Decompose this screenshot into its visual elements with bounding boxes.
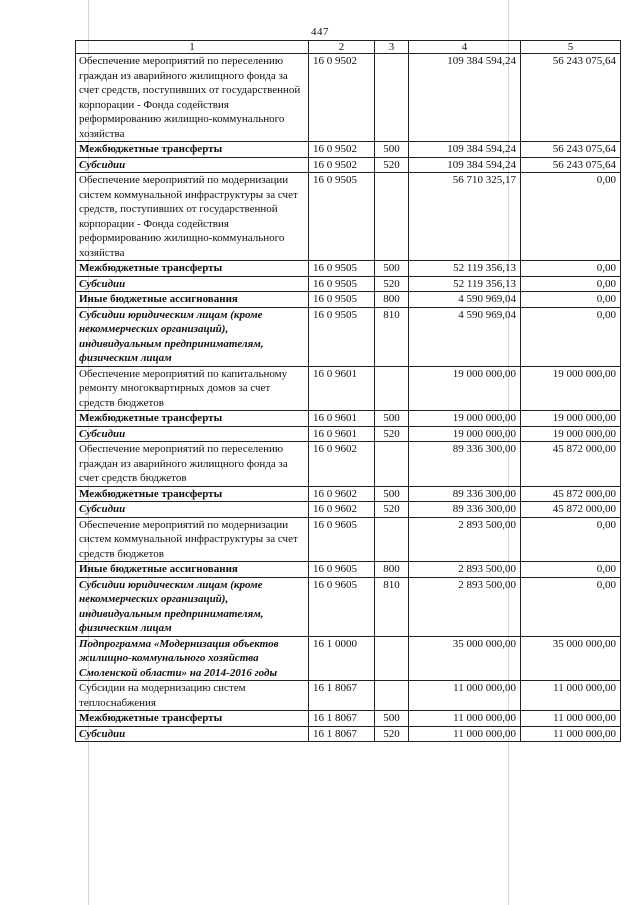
row-name: Подпрограмма «Модернизация объектов жилищно-коммунального хозяйства Смоленской области» на 2014-2016 годы [76, 636, 309, 681]
row-amount-2014: 89 336 300,00 [409, 486, 521, 502]
row-expense-type [375, 366, 409, 411]
row-target-code: 16 0 9602 [309, 442, 375, 487]
table-header-row [76, 41, 621, 54]
row-amount-2015: 11 000 000,00 [521, 711, 621, 727]
row-amount-2015: 0,00 [521, 562, 621, 578]
row-expense-type: 500 [375, 711, 409, 727]
row-target-code: 16 0 9502 [309, 54, 375, 142]
row-amount-2015: 45 872 000,00 [521, 486, 621, 502]
table-row [76, 681, 621, 711]
table-row [76, 142, 621, 158]
row-expense-type [375, 54, 409, 142]
row-amount-2014: 19 000 000,00 [409, 411, 521, 427]
row-amount-2014: 2 893 500,00 [409, 517, 521, 562]
row-target-code: 16 0 9605 [309, 517, 375, 562]
row-amount-2014: 109 384 594,24 [409, 142, 521, 158]
row-amount-2015: 0,00 [521, 276, 621, 292]
row-name: Субсидии [76, 276, 309, 292]
row-amount-2015: 56 243 075,64 [521, 142, 621, 158]
row-expense-type [375, 442, 409, 487]
row-amount-2015: 35 000 000,00 [521, 636, 621, 681]
row-expense-type: 500 [375, 411, 409, 427]
table-row [76, 426, 621, 442]
row-target-code: 16 0 9502 [309, 142, 375, 158]
row-amount-2014: 56 710 325,17 [409, 173, 521, 261]
table-row [76, 157, 621, 173]
row-name: Межбюджетные трансферты [76, 711, 309, 727]
row-name: Межбюджетные трансферты [76, 486, 309, 502]
row-expense-type [375, 636, 409, 681]
row-amount-2014: 109 384 594,24 [409, 157, 521, 173]
row-amount-2015: 11 000 000,00 [521, 726, 621, 742]
row-name: Субсидии [76, 426, 309, 442]
row-amount-2015: 45 872 000,00 [521, 502, 621, 518]
row-expense-type: 520 [375, 726, 409, 742]
row-amount-2014: 4 590 969,04 [409, 292, 521, 308]
row-amount-2015: 0,00 [521, 292, 621, 308]
row-amount-2014: 11 000 000,00 [409, 726, 521, 742]
table-row [76, 486, 621, 502]
row-target-code: 16 0 9505 [309, 261, 375, 277]
row-target-code: 16 0 9605 [309, 577, 375, 636]
row-amount-2015: 19 000 000,00 [521, 411, 621, 427]
row-target-code: 16 1 8067 [309, 711, 375, 727]
row-name: Обеспечение мероприятий по модернизации систем коммунальной инфраструктуры за счет средств бюджетов [76, 517, 309, 562]
table-row [76, 711, 621, 727]
row-name: Иные бюджетные ассигнования [76, 292, 309, 308]
header-col-3: 3 [375, 41, 409, 54]
table-row [76, 292, 621, 308]
row-amount-2015: 19 000 000,00 [521, 366, 621, 411]
table-row [76, 517, 621, 562]
row-amount-2014: 4 590 969,04 [409, 307, 521, 366]
row-name: Субсидии [76, 157, 309, 173]
row-amount-2015: 0,00 [521, 307, 621, 366]
table-row [76, 411, 621, 427]
header-col-5: 5 [521, 41, 621, 54]
row-expense-type: 520 [375, 276, 409, 292]
row-amount-2015: 0,00 [521, 517, 621, 562]
table-row [76, 54, 621, 142]
row-expense-type: 800 [375, 292, 409, 308]
row-amount-2015: 56 243 075,64 [521, 54, 621, 142]
row-amount-2015: 56 243 075,64 [521, 157, 621, 173]
row-target-code: 16 1 8067 [309, 726, 375, 742]
table-row [76, 276, 621, 292]
row-name: Обеспечение мероприятий по переселению граждан из аварийного жилищного фонда за счет средств, поступивших от государственной корпорации - Фонда содействия реформированию жилищно-коммунального хозяйства [76, 54, 309, 142]
header-col-4: 4 [409, 41, 521, 54]
page-number: 447 [311, 26, 329, 38]
table-row [76, 562, 621, 578]
table-row [76, 577, 621, 636]
row-expense-type: 500 [375, 142, 409, 158]
row-name: Субсидии юридическим лицам (кроме некоммерческих организаций), индивидуальным предпринимателям, физическим лицам [76, 577, 309, 636]
row-expense-type [375, 173, 409, 261]
row-amount-2014: 52 119 356,13 [409, 276, 521, 292]
row-target-code: 16 0 9602 [309, 486, 375, 502]
row-name: Субсидии на модернизацию систем теплоснабжения [76, 681, 309, 711]
row-target-code: 16 0 9505 [309, 173, 375, 261]
row-target-code: 16 0 9505 [309, 307, 375, 366]
table-row [76, 502, 621, 518]
row-target-code: 16 0 9602 [309, 502, 375, 518]
table-row [76, 261, 621, 277]
row-amount-2015: 11 000 000,00 [521, 681, 621, 711]
row-target-code: 16 0 9601 [309, 366, 375, 411]
row-target-code: 16 0 9601 [309, 411, 375, 427]
row-amount-2015: 19 000 000,00 [521, 426, 621, 442]
row-name: Обеспечение мероприятий по переселению граждан из аварийного жилищного фонда за счет средств бюджетов [76, 442, 309, 487]
table-row [76, 366, 621, 411]
row-expense-type: 500 [375, 486, 409, 502]
row-expense-type: 500 [375, 261, 409, 277]
table-row [76, 636, 621, 681]
row-amount-2014: 19 000 000,00 [409, 366, 521, 411]
row-amount-2015: 45 872 000,00 [521, 442, 621, 487]
row-name: Межбюджетные трансферты [76, 142, 309, 158]
row-amount-2014: 19 000 000,00 [409, 426, 521, 442]
row-amount-2014: 35 000 000,00 [409, 636, 521, 681]
budget-table [75, 40, 621, 742]
row-name: Субсидии [76, 502, 309, 518]
row-expense-type: 520 [375, 157, 409, 173]
table-row [76, 173, 621, 261]
row-amount-2015: 0,00 [521, 261, 621, 277]
header-col-1: 1 [76, 41, 309, 54]
row-expense-type: 810 [375, 577, 409, 636]
row-target-code: 16 0 9605 [309, 562, 375, 578]
row-amount-2015: 0,00 [521, 577, 621, 636]
row-name: Обеспечение мероприятий по капитальному ремонту многоквартирных домов за счет средств бюджетов [76, 366, 309, 411]
row-expense-type: 800 [375, 562, 409, 578]
row-amount-2014: 52 119 356,13 [409, 261, 521, 277]
row-target-code: 16 1 0000 [309, 636, 375, 681]
header-col-2: 2 [309, 41, 375, 54]
table-row [76, 442, 621, 487]
table-row [76, 307, 621, 366]
row-target-code: 16 0 9502 [309, 157, 375, 173]
row-amount-2014: 2 893 500,00 [409, 562, 521, 578]
row-name: Межбюджетные трансферты [76, 411, 309, 427]
row-target-code: 16 0 9601 [309, 426, 375, 442]
row-amount-2014: 11 000 000,00 [409, 711, 521, 727]
row-name: Межбюджетные трансферты [76, 261, 309, 277]
row-name: Иные бюджетные ассигнования [76, 562, 309, 578]
row-amount-2014: 89 336 300,00 [409, 442, 521, 487]
row-expense-type: 520 [375, 502, 409, 518]
row-expense-type [375, 517, 409, 562]
row-name: Субсидии [76, 726, 309, 742]
row-target-code: 16 1 8067 [309, 681, 375, 711]
row-amount-2015: 0,00 [521, 173, 621, 261]
row-target-code: 16 0 9505 [309, 276, 375, 292]
row-expense-type: 810 [375, 307, 409, 366]
row-expense-type [375, 681, 409, 711]
row-amount-2014: 89 336 300,00 [409, 502, 521, 518]
row-name: Субсидии юридическим лицам (кроме некоммерческих организаций), индивидуальным предпринимателям, физическим лицам [76, 307, 309, 366]
row-amount-2014: 2 893 500,00 [409, 577, 521, 636]
row-target-code: 16 0 9505 [309, 292, 375, 308]
row-expense-type: 520 [375, 426, 409, 442]
table-row [76, 726, 621, 742]
row-amount-2014: 11 000 000,00 [409, 681, 521, 711]
row-name: Обеспечение мероприятий по модернизации систем коммунальной инфраструктуры за счет средств, поступивших от государственной корпорации - Фонда содействия реформированию жилищно-коммунального хозяйства [76, 173, 309, 261]
row-amount-2014: 109 384 594,24 [409, 54, 521, 142]
